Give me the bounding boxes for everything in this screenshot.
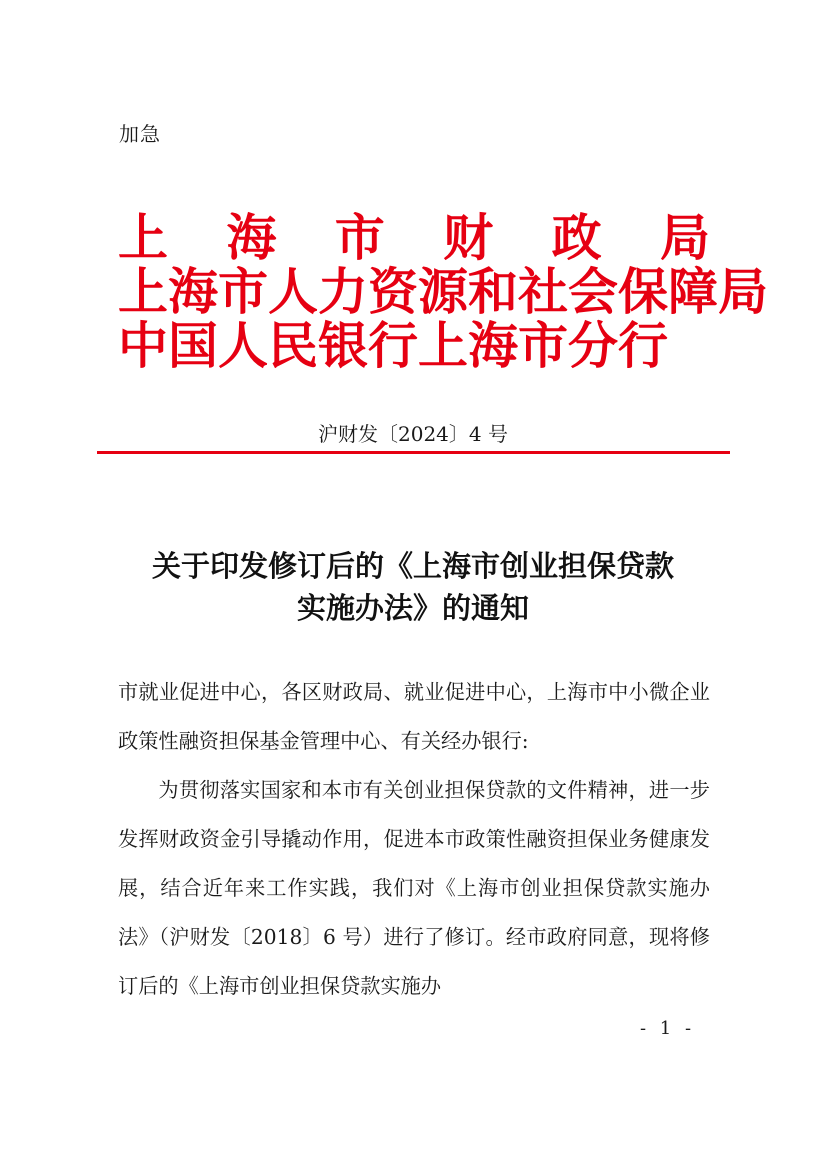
page-number: - 1 - <box>640 1018 696 1039</box>
issuer-char: 市 <box>334 208 385 267</box>
issuer-char: 政 <box>551 208 602 267</box>
salutation: 市就业促进中心，各区财政局、就业促进中心，上海市中小微企业政策性融资担保基金管理中心、有关经办银行: <box>118 680 710 753</box>
issuer-line-finance-bureau <box>118 210 710 266</box>
issuer-line-hr-bureau: 上海市人力资源和社会保障局 <box>118 262 768 321</box>
document-title-line-2: 实施办法》的通知 <box>296 591 529 625</box>
issuer-char: 海 <box>226 208 277 267</box>
issuer-char: 财 <box>443 208 494 267</box>
body-paragraph: 为贯彻落实国家和本市有关创业担保贷款的文件精神，进一步发挥财政资金引导撬动作用，促进本市政策性融资担保业务健康发展，结合近年来工作实践，我们对《上海市创业担保贷款实施办法》（沪财发〔2018〕6 号）进行了修订。经市政府同意，现将修订后的《上海市创业担保贷款实施办 <box>118 778 710 998</box>
issuer-char: 局 <box>659 208 710 267</box>
document-title-line-1: 关于印发修订后的《上海市创业担保贷款 <box>151 549 674 583</box>
urgency-label: 加急 <box>119 122 161 146</box>
red-divider <box>97 451 730 454</box>
issuer-line-pbc-branch: 中国人民银行上海市分行 <box>118 316 668 375</box>
issuer-char: 上 <box>118 208 168 267</box>
document-number: 沪财发〔2024〕4 号 <box>318 422 508 446</box>
